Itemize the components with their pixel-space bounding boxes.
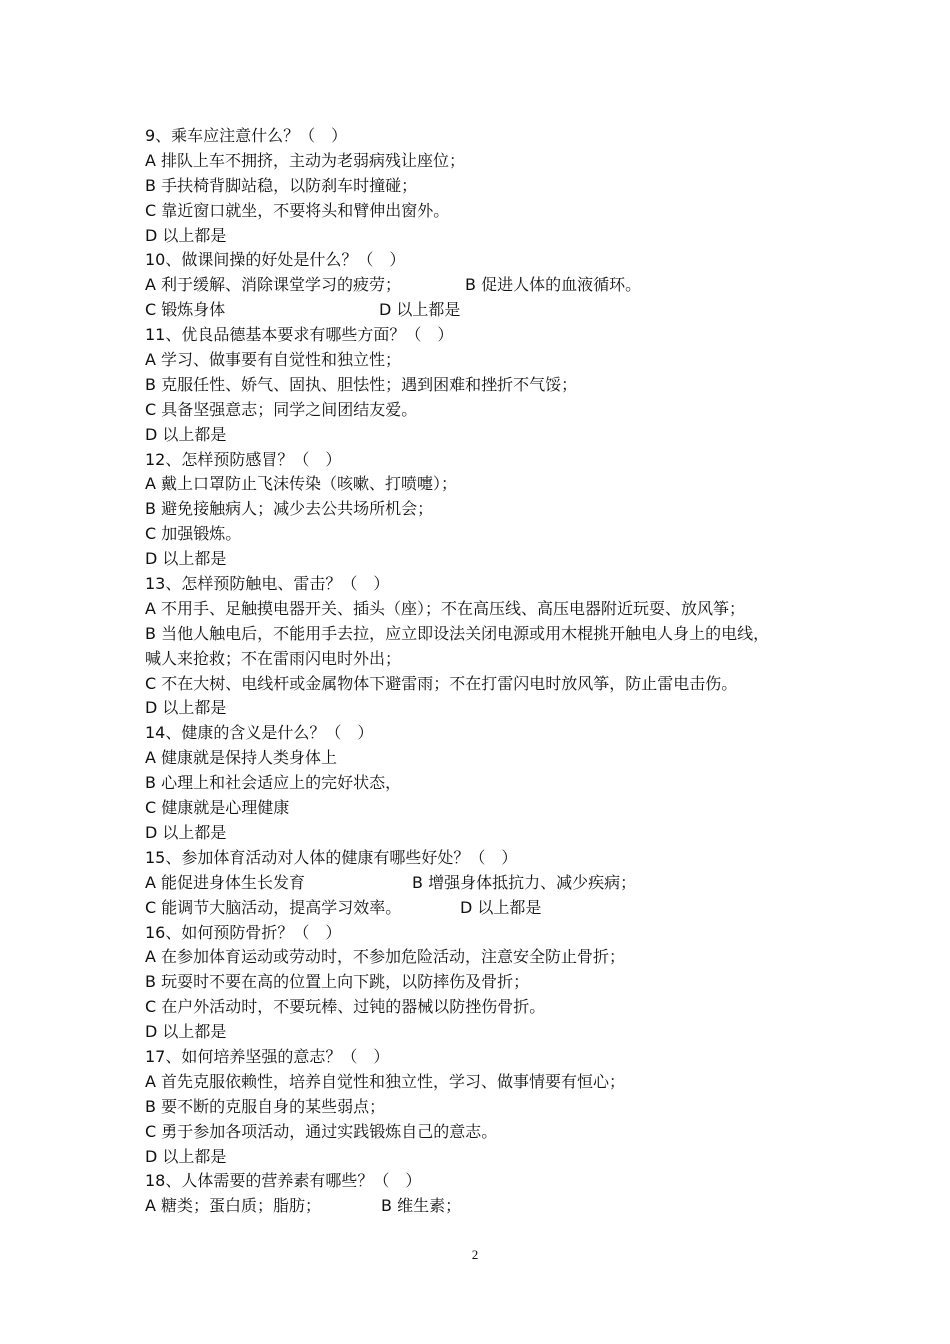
option-line xyxy=(145,896,925,921)
option-line: D 以上都是 xyxy=(145,698,227,718)
option-line: B 当他人触电后，不能用手去拉，应立即设法关闭电源或用木棍挑开触电人身上的电线， xyxy=(145,623,770,643)
option-line xyxy=(145,871,925,896)
question-title: 13、怎样预防触电、雷击？（ ） xyxy=(145,574,390,594)
option-line: D 以上都是 xyxy=(145,225,227,245)
option-line: C 健康就是心理健康 xyxy=(145,798,290,818)
option: A 能促进身体生长发育 xyxy=(145,872,306,892)
question-title: 9、乘车应注意什么？（ ） xyxy=(145,126,348,145)
option: C 锻炼身体 xyxy=(145,300,226,320)
option-line xyxy=(145,298,925,323)
option-line: A 健康就是保持人类身体上 xyxy=(145,748,338,768)
option-line: D 以上都是 xyxy=(145,822,227,842)
option-line: B 避免接触病人；减少去公共场所机会； xyxy=(145,499,434,519)
option: C 能调节大脑活动，提高学习效率。 xyxy=(145,897,402,917)
option-line: A 排队上车不拥挤，主动为老弱病残让座位； xyxy=(145,150,466,170)
option-line: C 具备坚强意志；同学之间团结友爱。 xyxy=(145,399,418,419)
question-title: 12、怎样预防感冒？（ ） xyxy=(145,449,342,469)
question-list xyxy=(145,124,925,1219)
question-title: 16、如何预防骨折？（ ） xyxy=(145,922,342,942)
option-line: 喊人来抢救；不在雷雨闪电时外出； xyxy=(145,648,402,668)
option-line: A 戴上口罩防止飞沫传染（咳嗽、打喷嚏）； xyxy=(145,474,458,494)
option-line: B 心理上和社会适应上的完好状态， xyxy=(145,773,402,793)
question-title: 15、参加体育活动对人体的健康有哪些好处？（ ） xyxy=(145,847,518,867)
option-line: B 玩耍时不要在高的位置上向下跳，以防摔伤及骨折； xyxy=(145,972,530,992)
question-title: 18、人体需要的营养素有哪些？（ ） xyxy=(145,1171,422,1191)
option-line: B 要不断的克服自身的某些弱点； xyxy=(145,1096,386,1116)
option-line: D 以上都是 xyxy=(145,1022,227,1042)
option-line: B 克服任性、娇气、固执、胆怯性；遇到困难和挫折不气馁； xyxy=(145,374,578,394)
option-line: C 勇于参加各项活动，通过实践锻炼自己的意志。 xyxy=(145,1121,498,1141)
option-line xyxy=(145,273,925,298)
option-line: C 不在大树、电线杆或金属物体下避雷雨；不在打雷闪电时放风筝，防止雷电击伤。 xyxy=(145,673,738,693)
option: D 以上都是 xyxy=(379,300,461,320)
page-number: 2 xyxy=(471,1247,479,1262)
option-line: D 以上都是 xyxy=(145,424,227,444)
option: D 以上都是 xyxy=(460,897,542,917)
option-line: A 首先克服依赖性，培养自觉性和独立性，学习、做事情要有恒心； xyxy=(145,1071,626,1091)
option-line: C 在户外活动时，不要玩棒、过钝的器械以防挫伤骨折。 xyxy=(145,997,546,1017)
option: A 利于缓解、消除课堂学习的疲劳； xyxy=(145,275,402,295)
option-line: A 在参加体育运动或劳动时，不参加危险活动，注意安全防止骨折； xyxy=(145,947,626,967)
question-title: 17、如何培养坚强的意志？（ ） xyxy=(145,1046,390,1066)
option: B 增强身体抵抗力、减少疾病； xyxy=(412,872,637,892)
option: A 糖类；蛋白质；脂肪； xyxy=(145,1196,322,1216)
question-title: 11、优良品德基本要求有哪些方面？（ ） xyxy=(145,325,454,345)
option-line: A 不用手、足触摸电器开关、插头（座）；不在高压线、高压电器附近玩耍、放风筝； xyxy=(145,598,746,618)
option-line xyxy=(145,1194,925,1219)
option-line: C 加强锻炼。 xyxy=(145,524,242,544)
option: B 维生素； xyxy=(381,1196,462,1216)
question-title: 10、做课间操的好处是什么？（ ） xyxy=(145,250,406,270)
question-title: 14、健康的含义是什么？（ ） xyxy=(145,723,374,743)
option-line: B 手扶椅背脚站稳，以防刹车时撞碰； xyxy=(145,175,418,195)
option-line: A 学习、做事要有自觉性和独立性； xyxy=(145,350,402,370)
option: B 促进人体的血液循环。 xyxy=(465,275,642,295)
option-line: D 以上都是 xyxy=(145,549,227,569)
option-line: C 靠近窗口就坐，不要将头和臂伸出窗外。 xyxy=(145,200,450,220)
option-line: D 以上都是 xyxy=(145,1146,227,1166)
